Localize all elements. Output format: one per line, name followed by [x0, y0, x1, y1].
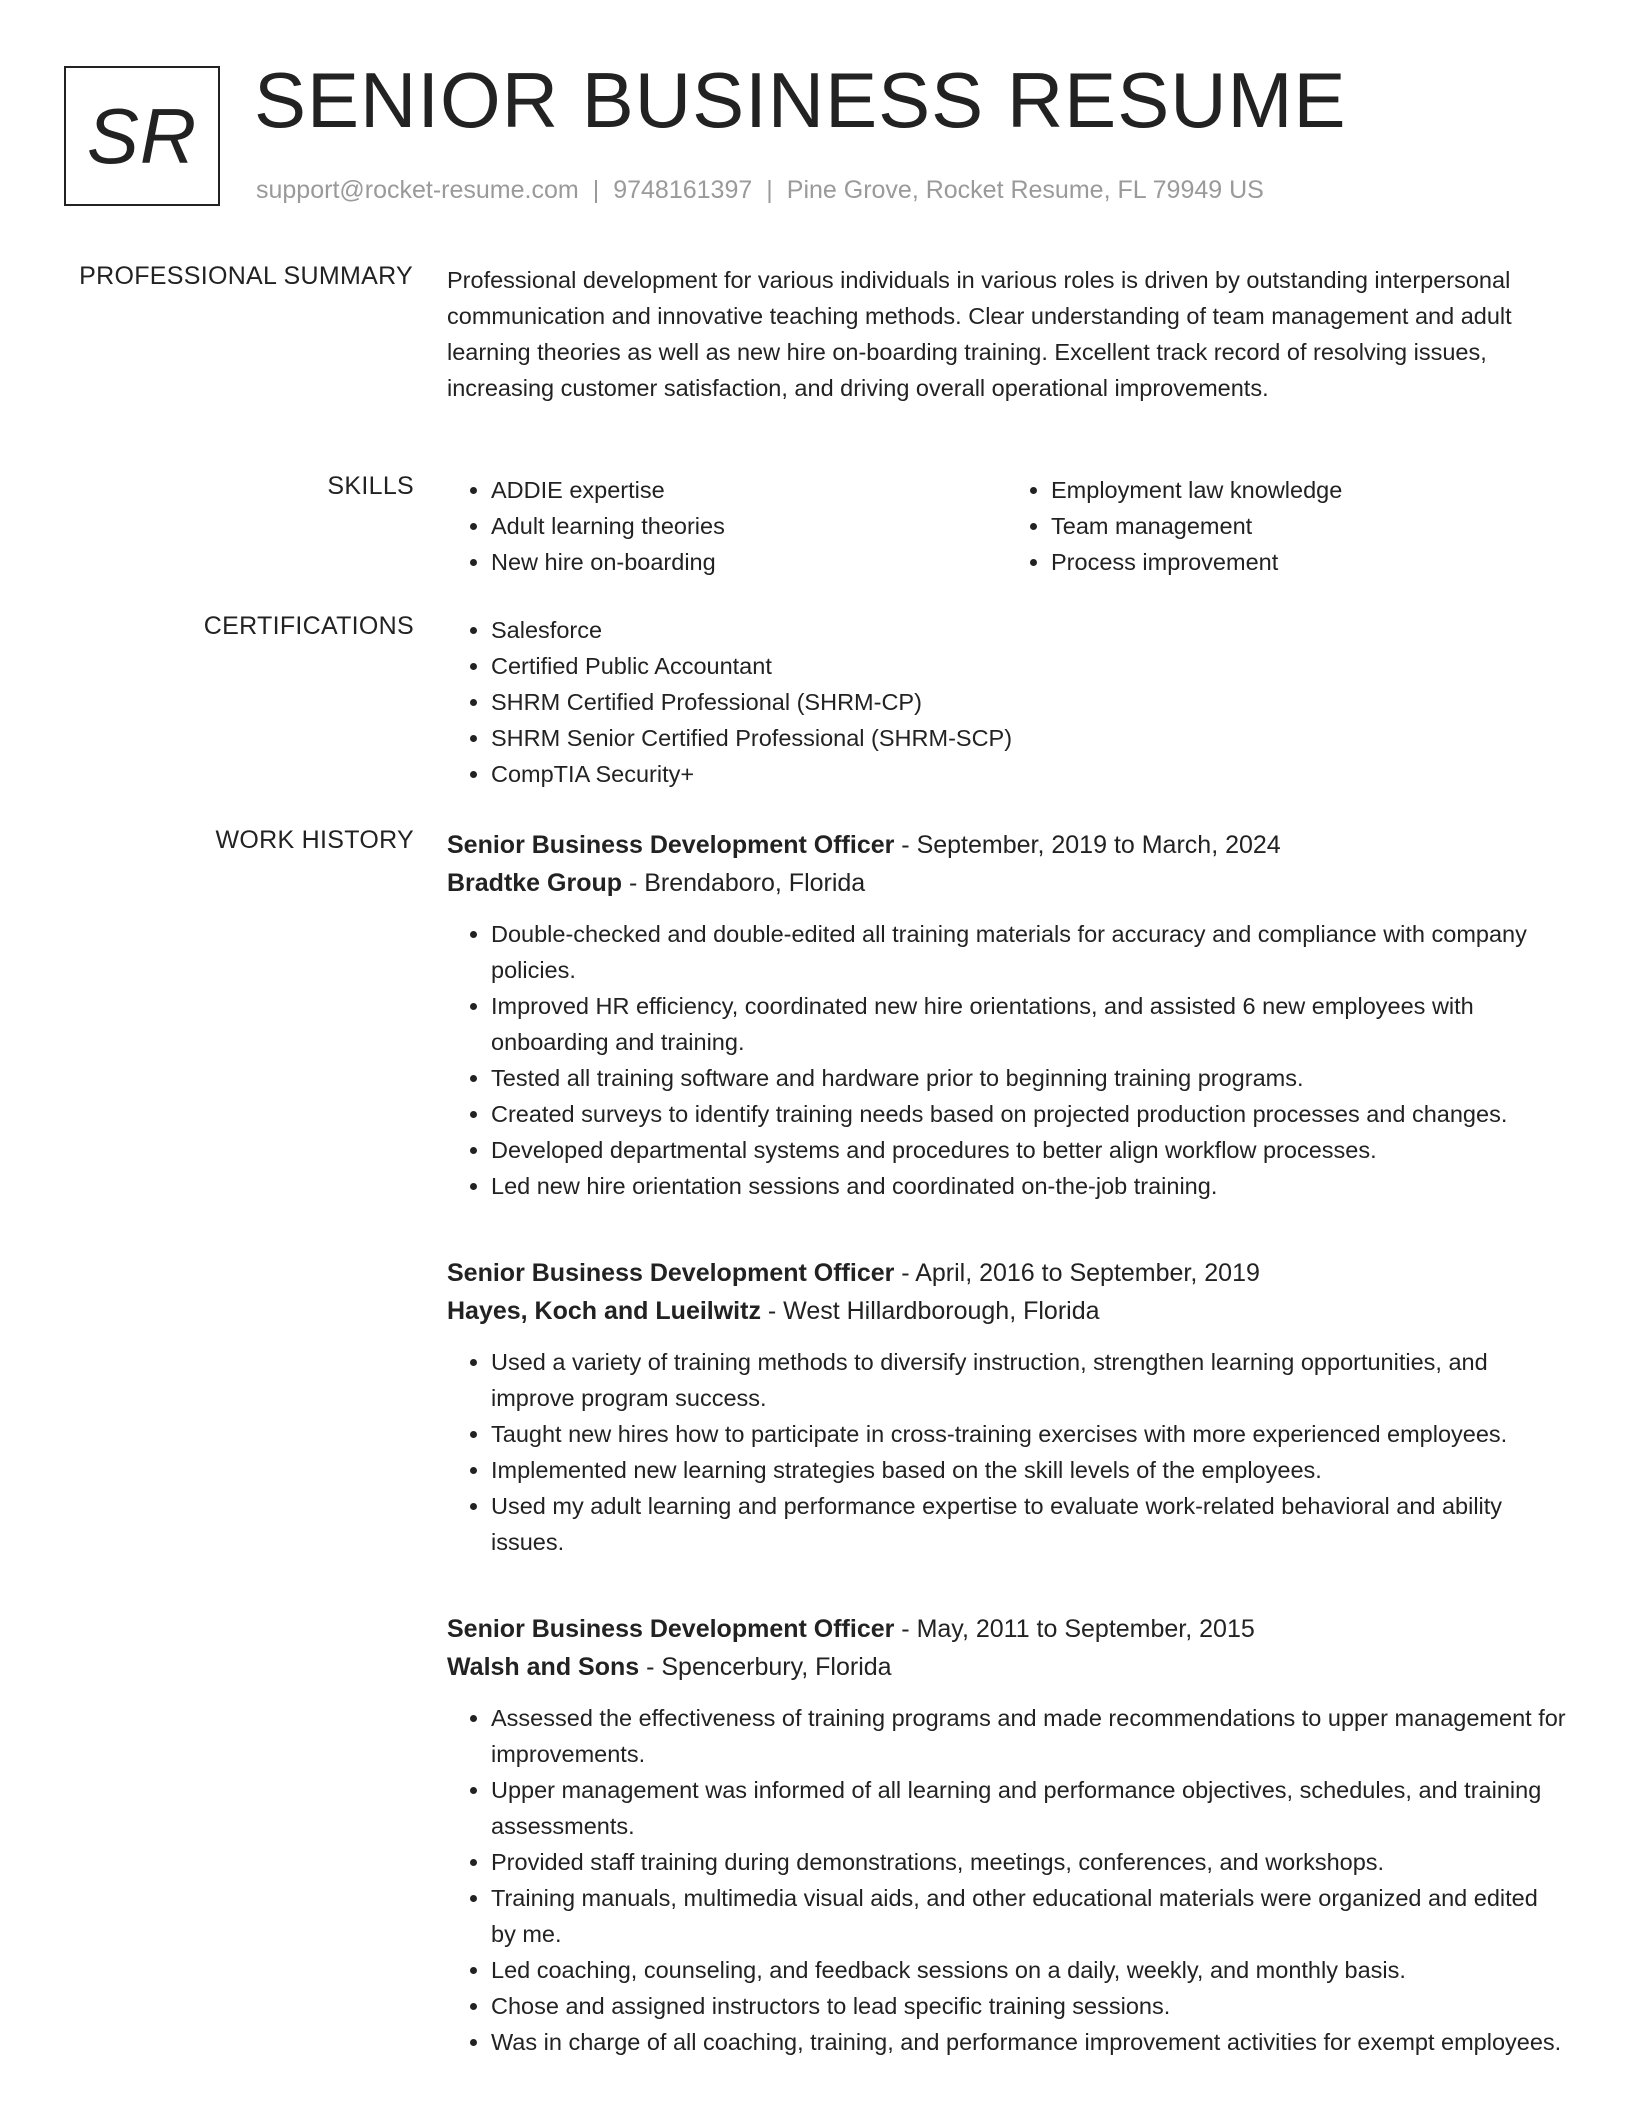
- job-company: Walsh and Sons: [447, 1653, 640, 1681]
- summary-text: Professional development for various individuals in various roles is driven by outstanding interpersonal communication and innovative teaching methods. Clear understanding of team management and adult learning theories as well as new hire on-boarding training. Excellent track record of resolving issues, increasing customer satisfaction, and driving overall operational improvements.: [447, 267, 1512, 401]
- job-location: - Brendaboro, Florida: [622, 869, 866, 897]
- job-company: Hayes, Koch and Lueilwitz: [447, 1297, 761, 1325]
- job-title-line: [447, 1610, 1567, 1648]
- job-title: Senior Business Development Officer: [447, 1615, 895, 1643]
- job-bullets: [447, 1700, 1567, 2060]
- contact-email[interactable]: support@rocket-resume.com: [256, 176, 579, 204]
- skill-item: • New hire on-boarding: [491, 544, 1007, 580]
- contact-separator: |: [592, 176, 600, 204]
- job-entry: [447, 826, 1567, 1204]
- certification-item: • SHRM Senior Certified Professional (SHRM-SCP): [491, 720, 1567, 756]
- job-title-line: [447, 826, 1567, 864]
- work-history-label: WORK HISTORY: [215, 826, 414, 854]
- certification-item: • SHRM Certified Professional (SHRM-CP): [491, 684, 1567, 720]
- skills-body: [447, 472, 1567, 580]
- job-company: Bradtke Group: [447, 869, 623, 897]
- job-bullet: • Implemented new learning strategies based on the skill levels of the employees.: [491, 1452, 1567, 1488]
- skills-list-right: [1007, 472, 1567, 580]
- summary-label: PROFESSIONAL SUMMARY: [79, 262, 413, 290]
- job-bullet: • Upper management was informed of all learning and performance objectives, schedules, and training assessments.: [491, 1772, 1567, 1844]
- certifications-list: [447, 612, 1567, 792]
- job-bullet: • Improved HR efficiency, coordinated new hire orientations, and assisted 6 new employees with onboarding and training.: [491, 988, 1567, 1060]
- skill-item: • ADDIE expertise: [491, 472, 1007, 508]
- summary-body: [447, 262, 1567, 406]
- job-bullet: • Was in charge of all coaching, training, and performance improvement activities for exempt employees.: [491, 2024, 1567, 2060]
- job-bullet: • Taught new hires how to participate in cross-training exercises with more experienced employees.: [491, 1416, 1567, 1452]
- job-bullet: • Used a variety of training methods to diversify instruction, strengthen learning opportunities, and improve program success.: [491, 1344, 1567, 1416]
- contact-line: [256, 176, 1264, 205]
- skills-label: SKILLS: [327, 472, 414, 500]
- work-history-body: [447, 826, 1567, 2060]
- job-title: Senior Business Development Officer: [447, 831, 895, 859]
- skill-item: • Adult learning theories: [491, 508, 1007, 544]
- job-company-line: [447, 1292, 1567, 1330]
- contact-separator: |: [766, 176, 773, 204]
- skills-list-left: [447, 472, 1007, 580]
- job-bullet: • Training manuals, multimedia visual aids, and other educational materials were organized and edited by me.: [491, 1880, 1567, 1952]
- job-bullets: [447, 1344, 1567, 1560]
- certification-item: • CompTIA Security+: [491, 756, 1567, 792]
- job-entry: [447, 1610, 1567, 2060]
- job-bullet: • Chose and assigned instructors to lead specific training sessions.: [491, 1988, 1567, 2024]
- job-location: - West Hillardborough, Florida: [760, 1297, 1100, 1325]
- job-company-line: [447, 864, 1567, 902]
- job-company-line: [447, 1648, 1567, 1686]
- skill-item: • Employment law knowledge: [1051, 472, 1567, 508]
- job-dates: - September, 2019 to March, 2024: [894, 831, 1281, 859]
- certifications-body: [447, 612, 1567, 792]
- job-location: - Spencerbury, Florida: [639, 1653, 892, 1681]
- monogram-initials: SR: [64, 66, 220, 206]
- job-bullet: • Provided staff training during demonstrations, meetings, conferences, and workshops.: [491, 1844, 1567, 1880]
- certification-item: • Salesforce: [491, 612, 1567, 648]
- job-bullet: • Double-checked and double-edited all training materials for accuracy and compliance with company policies.: [491, 916, 1567, 988]
- skill-item: • Process improvement: [1051, 544, 1567, 580]
- resume-title: SENIOR BUSINESS RESUME: [254, 56, 1347, 144]
- job-bullet: • Tested all training software and hardware prior to beginning training programs.: [491, 1060, 1567, 1096]
- job-title: Senior Business Development Officer: [447, 1259, 895, 1287]
- job-bullets: [447, 916, 1567, 1204]
- job-bullet: • Created surveys to identify training needs based on projected production processes and changes.: [491, 1096, 1567, 1132]
- job-bullet: • Developed departmental systems and procedures to better align workflow processes.: [491, 1132, 1567, 1168]
- job-bullet: • Used my adult learning and performance expertise to evaluate work-related behavioral and ability issues.: [491, 1488, 1567, 1560]
- skill-item: • Team management: [1051, 508, 1567, 544]
- job-dates: - April, 2016 to September, 2019: [894, 1259, 1260, 1287]
- job-title-line: [447, 1254, 1567, 1292]
- job-entry: [447, 1254, 1567, 1560]
- contact-address: Pine Grove, Rocket Resume, FL 79949 US: [786, 176, 1264, 204]
- job-bullet: • Led new hire orientation sessions and coordinated on-the-job training.: [491, 1168, 1567, 1204]
- certification-item: • Certified Public Accountant: [491, 648, 1567, 684]
- job-bullet: • Led coaching, counseling, and feedback sessions on a daily, weekly, and monthly basis.: [491, 1952, 1567, 1988]
- job-dates: - May, 2011 to September, 2015: [894, 1615, 1255, 1643]
- job-bullet: • Assessed the effectiveness of training programs and made recommendations to upper management for improvements.: [491, 1700, 1567, 1772]
- contact-phone[interactable]: 9748161397: [613, 176, 753, 204]
- certifications-label: CERTIFICATIONS: [203, 612, 414, 640]
